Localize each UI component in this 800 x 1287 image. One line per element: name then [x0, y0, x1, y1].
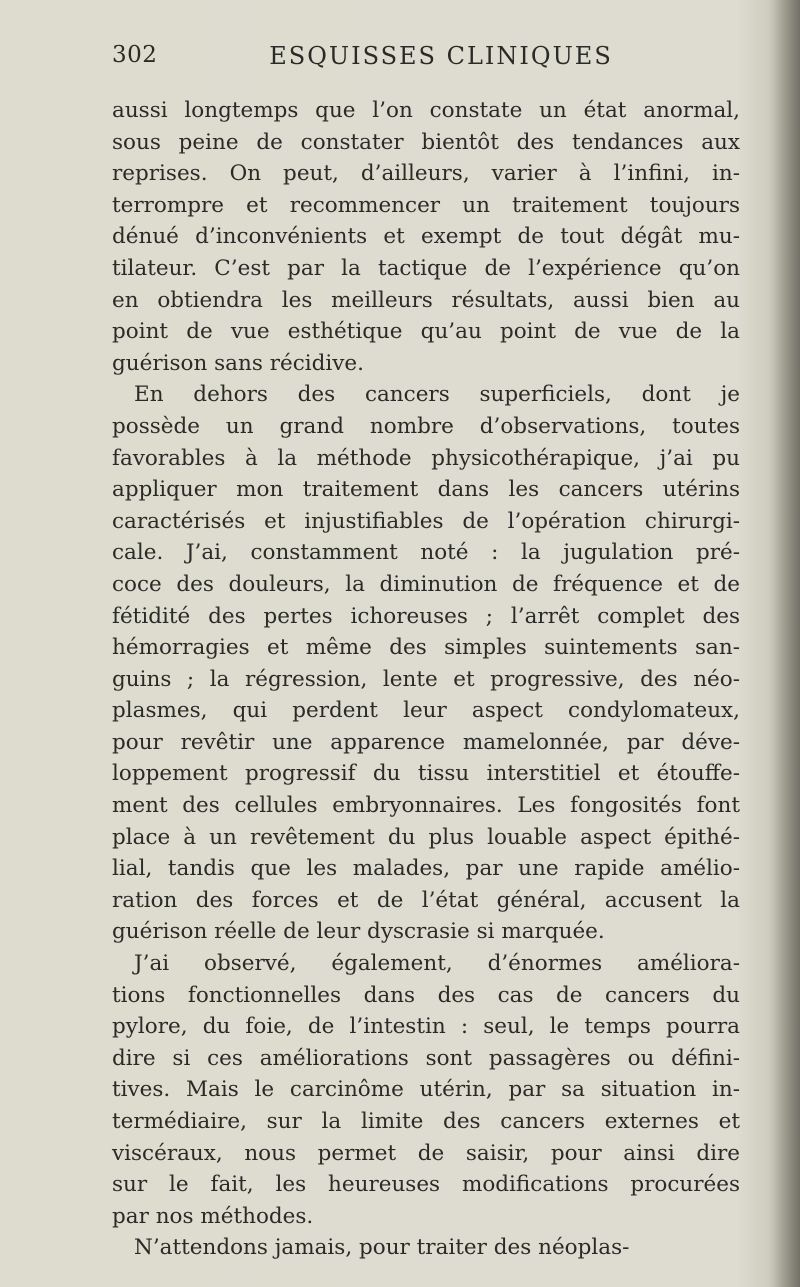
text-line: lial, tandis que les malades, par une rapide amélio-	[112, 856, 740, 882]
text-line: fétidité des pertes ichoreuses ; l’arrêt complet des	[112, 603, 740, 629]
text-line: place à un revêtement du plus louable aspect épithé-	[112, 824, 740, 850]
text-line: plasmes, qui perdent leur aspect condylomateux,	[112, 698, 740, 724]
text-line: tilateur. C’est par la tactique de l’expérience qu’on	[112, 255, 740, 281]
text-line: J’ai observé, également, d’énormes améliora-	[134, 951, 740, 977]
text-line: aussi longtemps que l’on constate un état anormal,	[112, 98, 740, 123]
text-line: en obtiendra les meilleurs résultats, aussi bien au	[112, 287, 740, 313]
text-line: tives. Mais le carcinôme utérin, par sa situation in-	[112, 1077, 740, 1103]
text-line: sous peine de constater bientôt des tendances aux	[112, 129, 740, 155]
text-line: hémorragies et même des simples suintements san-	[112, 635, 740, 661]
text-line: reprises. On peut, d’ailleurs, varier à l’infini, in-	[112, 161, 740, 187]
running-title: ESQUISSES CLINIQUES	[269, 42, 613, 70]
body-text	[112, 95, 740, 1264]
text-line: caractérisés et injustifiables de l’opération chirurgi-	[112, 508, 740, 534]
text-line: dénué d’inconvénients et exempt de tout dégât mu-	[112, 224, 740, 250]
text-line: favorables à la méthode physicothérapique, j’ai pu	[112, 445, 740, 471]
text-line: par nos méthodes.	[112, 1203, 314, 1229]
text-line: tions fonctionnelles dans des cas de cancers du	[112, 982, 740, 1008]
text-line: guérison réelle de leur dyscrasie si marquée.	[112, 919, 605, 945]
page-number: 302	[112, 42, 158, 68]
text-line: pylore, du foie, de l’intestin : seul, le temps pourra	[112, 1014, 740, 1040]
text-line: dire si ces améliorations sont passagères ou défini-	[112, 1045, 740, 1071]
text-line: ration des forces et de l’état général, accusent la	[112, 887, 740, 913]
text-line: coce des douleurs, la diminution de fréquence et de	[112, 571, 740, 597]
text-line: cale. J’ai, constamment noté : la jugulation pré-	[112, 540, 740, 566]
text-line: ment des cellules embryonnaires. Les fongosités font	[112, 793, 740, 819]
text-line: termédiaire, sur la limite des cancers externes et	[112, 1109, 740, 1134]
text-line: pour revêtir une apparence mamelonnée, par déve-	[112, 729, 740, 755]
text-line: sur le fait, les heureuses modifications procurées	[112, 1172, 740, 1198]
text-line: guérison sans récidive.	[112, 350, 364, 376]
running-head	[112, 42, 740, 72]
text-line: appliquer mon traitement dans les cancers utérins	[112, 477, 740, 503]
text-line: guins ; la régression, lente et progressive, des néo-	[112, 666, 740, 692]
text-line: possède un grand nombre d’observations, toutes	[112, 413, 740, 439]
text-line: En dehors des cancers superficiels, dont je	[134, 382, 740, 408]
page-edge-shadow	[772, 0, 800, 1287]
text-line: viscéraux, nous permet de saisir, pour ainsi dire	[112, 1140, 740, 1166]
text-line: N’attendons jamais, pour traiter des néoplas-	[134, 1235, 630, 1261]
text-line: point de vue esthétique qu’au point de vue de la	[112, 319, 740, 345]
text-line: terrompre et recommencer un traitement toujours	[112, 192, 740, 218]
text-line: loppement progressif du tissu interstitiel et étouffe-	[112, 761, 740, 787]
